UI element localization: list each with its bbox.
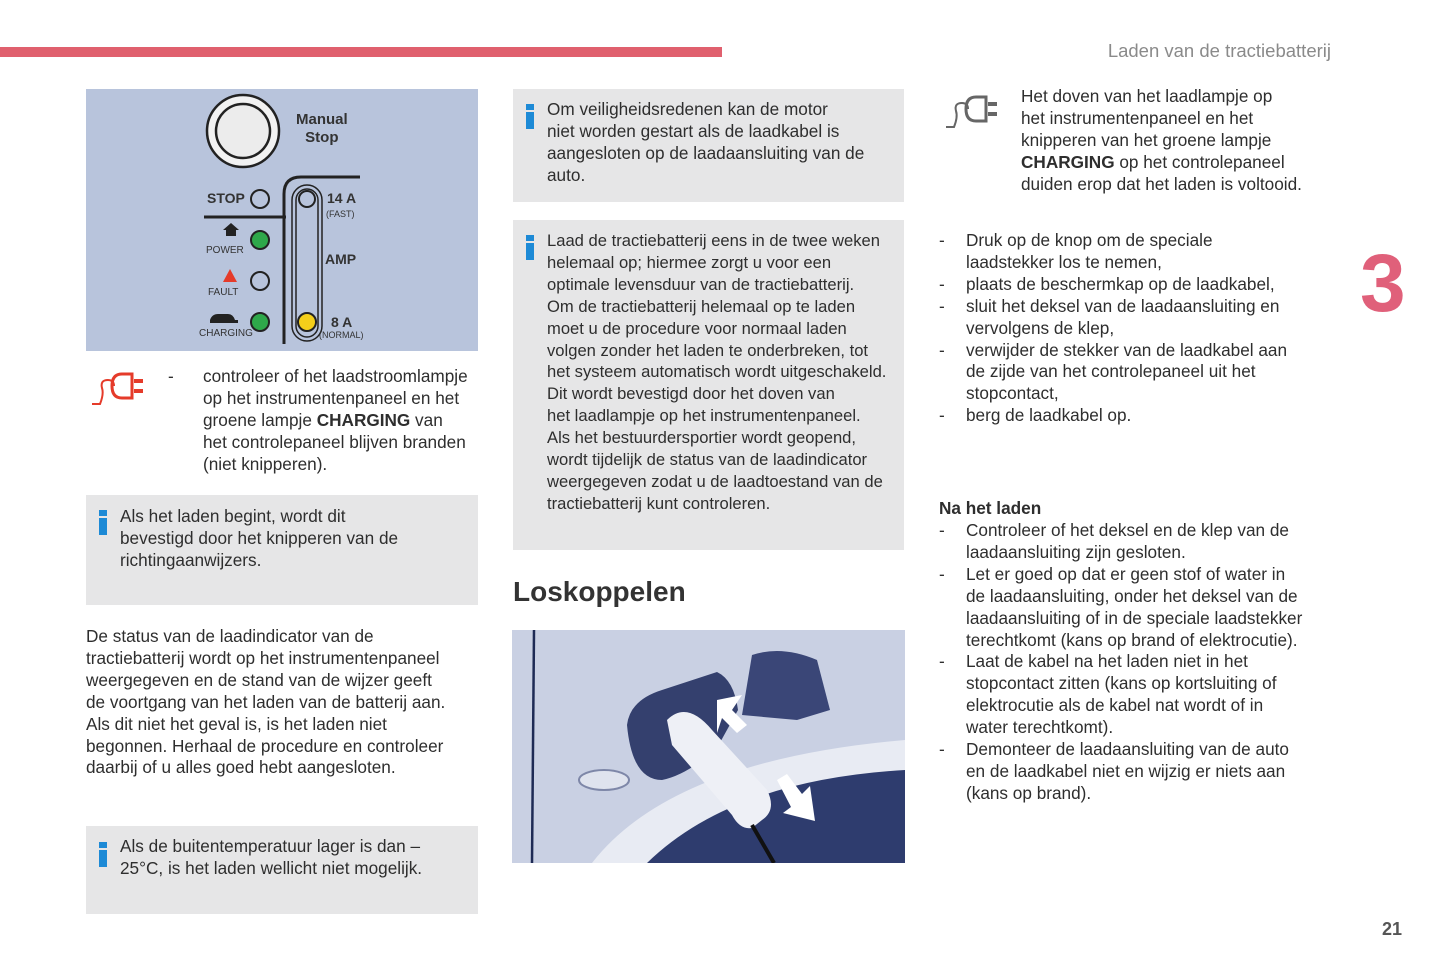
check-charging-lamp-text: controleer of het laadstroomlampje op het instrumentenpaneel en het groene lampje CHARGING van het controlepaneel blijven branden (niet knipperen).: [203, 366, 468, 474]
list-item: - plaats de beschermkap op de laadkabel,: [939, 274, 1339, 296]
charging-label: CHARGING: [199, 328, 253, 339]
charging-complete-note: Het doven van het laadlampje op het instrumentenpaneel en het knipperen van het groene lampje CHARGING op het controlepaneel duiden erop dat het laden is voltooid.: [1021, 86, 1302, 194]
amp-high-label: 14 A: [327, 190, 357, 206]
after-charging-list: [939, 520, 1339, 805]
amp-label: AMP: [325, 251, 357, 267]
manual-stop-label: Manual Stop: [296, 111, 348, 146]
list-item: - verwijder de stekker van de laadkabel aan de zijde van het controlepaneel uit het stopcontact,: [939, 340, 1339, 406]
stop-label: STOP: [207, 190, 245, 206]
info-text: Laad de tractiebatterij eens in de twee weken helemaal op; hiermee zorgt u voor een optimale levensduur van de tractiebatterij. Om de tractiebatterij helemaal op te laden moet u de procedure voor normaal laden volgen zonder het laden te onderbreken, tot het systeem automatisch wordt uitgeschakeld. Dit wordt bevestigd door het doven van het laadlampje op het instrumentenpaneel. Als het bestuurdersportier wordt geopend, wordt tijdelijk de status van de laadindicator weergegeven zodat u de laadtoestand van de tractiebatterij kunt controleren.: [547, 231, 887, 513]
info-text: Als het laden begint, wordt dit bevestigd door het knipperen van de richtingaanwijzers.: [120, 506, 399, 570]
amp-low-label: 8 A: [331, 314, 353, 330]
info-text: Om veiligheidsredenen kan de motor niet worden gestart als de laadkabel is aangesloten op de laadaansluiting van de auto.: [547, 99, 865, 185]
chapter-number: 3: [1360, 238, 1406, 329]
info-box-charging-start: [86, 495, 478, 605]
info-box-engine-safety: [513, 89, 904, 202]
info-icon: [99, 510, 107, 535]
control-panel-illustration: [86, 89, 478, 351]
info-text: Als de buitentemperatuur lager is dan – 25°C, is het laden wellicht niet mogelijk.: [120, 836, 423, 878]
info-icon: [526, 235, 534, 260]
list-item: - Let er goed op dat er geen stof of water in de laadaansluiting, onder het deksel van de laadaansluiting of in de speciale laadstekker terechtkomt (kans op brand of elektrocutie).: [939, 564, 1339, 652]
section-heading-disconnect: Loskoppelen: [513, 576, 686, 607]
info-icon: [99, 842, 107, 867]
charging-plug-icon: [944, 93, 1006, 129]
disconnect-steps-list: [939, 230, 1339, 427]
after-charging-heading: Na het laden: [939, 498, 1042, 518]
list-item: - Druk op de knop om de speciale laadstekker los te nemen,: [939, 230, 1339, 274]
info-icon: [526, 104, 534, 129]
section-accent-bar: [0, 47, 722, 57]
info-box-temperature: [86, 826, 478, 914]
list-item: - Demonteer de laadaansluiting van de auto en de laadkabel niet en wijzig er niets aan (kans op brand).: [939, 739, 1339, 805]
amp-high-sub: (FAST): [326, 209, 355, 219]
charge-status-paragraph: De status van de laadindicator van de tractiebatterij wordt op het instrumentenpaneel weergegeven en de stand van de wijzer geeft de voortgang van het laden van de batterij aan. Als dit niet het geval is, is het laden niet begonnen. Herhaal de procedure en controleer daarbij of u alles goed hebt aangesloten.: [86, 626, 446, 778]
control-panel-drawing: [86, 89, 478, 351]
list-item: - Controleer of het deksel en de klep van de laadaansluiting zijn gesloten.: [939, 520, 1339, 564]
info-box-full-charge: [513, 220, 904, 550]
list-dash: -: [168, 366, 174, 386]
list-item: - sluit het deksel van de laadaansluiting en vervolgens de klep,: [939, 296, 1339, 340]
amp-low-sub: (NORMAL): [319, 330, 364, 340]
charging-plug-icon: [90, 370, 152, 406]
page-number: 21: [1382, 919, 1403, 939]
section-title: Laden van de tractiebatterij: [1107, 40, 1331, 61]
list-item: - berg de laadkabel op.: [939, 405, 1339, 427]
fault-label: FAULT: [208, 287, 239, 298]
list-item: - Laat de kabel na het laden niet in het stopcontact zitten (kans op kortsluiting of elektrocutie als de kabel nat wordt of in water terechtkomt).: [939, 651, 1339, 739]
charging-port-illustration: [512, 630, 905, 863]
power-label: POWER: [206, 245, 244, 256]
